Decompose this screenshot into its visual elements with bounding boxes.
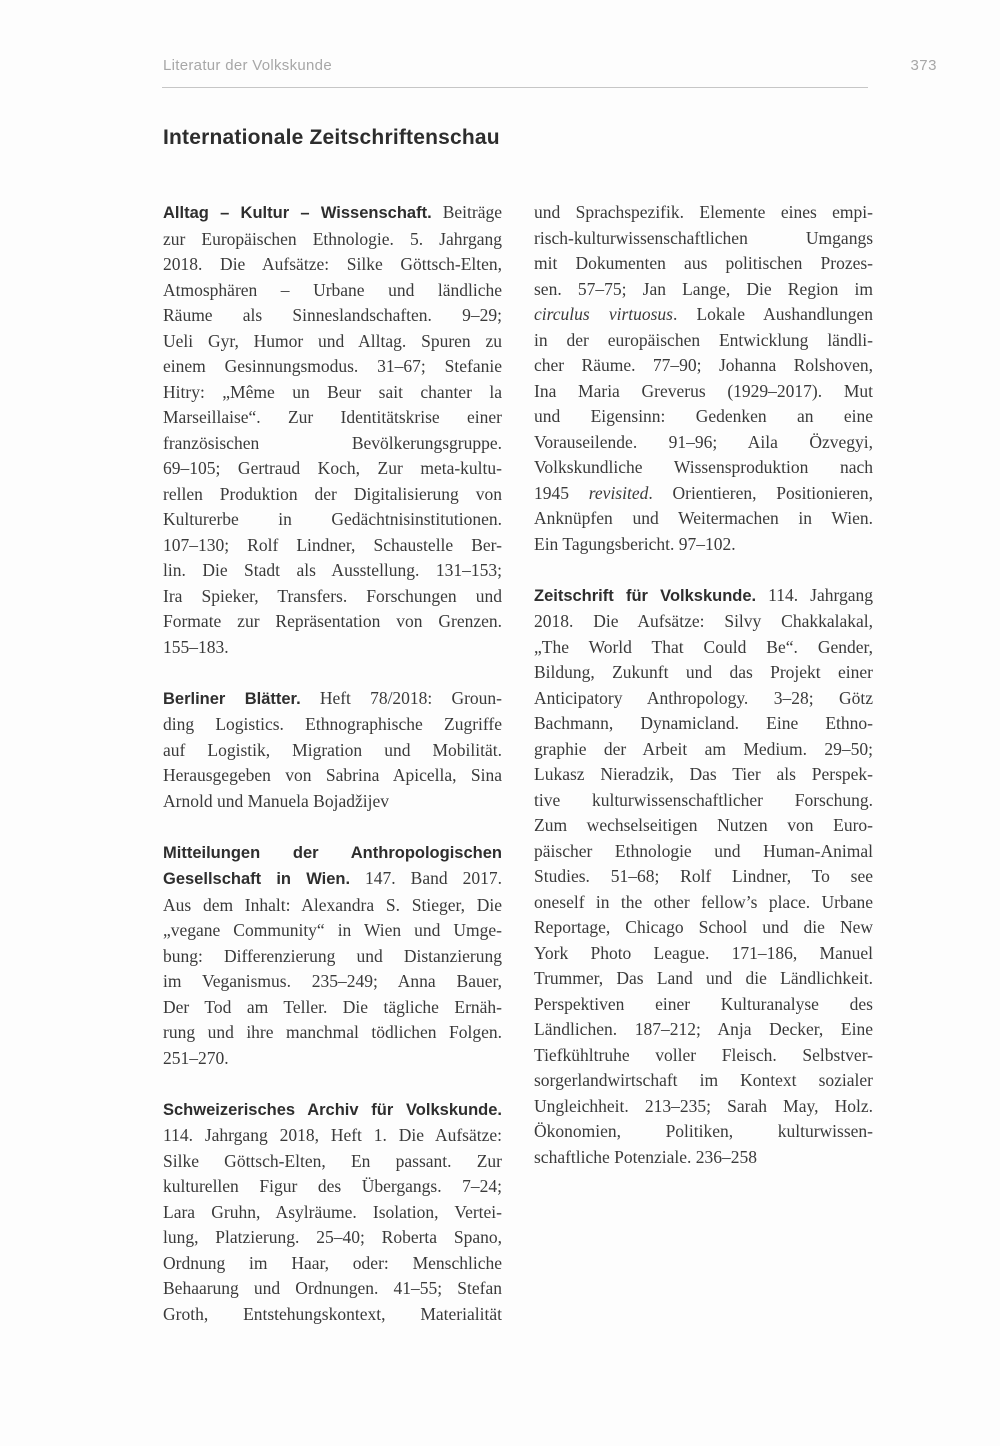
text-line — [163, 866, 502, 893]
text-segment: circulus virtuosus — [534, 304, 673, 324]
text-segment: Herausgegeben von Sabrina Apicella, Sina — [163, 765, 502, 785]
text-line — [163, 995, 502, 1021]
text-segment: „vegane Community“ in Wien und Umge- — [163, 920, 502, 940]
text-segment: Vorauseilende. 91–96; Aila Özvegyi, — [534, 431, 873, 452]
text-segment: lin. Die Stadt als Ausstellung. 131–153; — [163, 560, 502, 580]
text-segment: 2018. Die Aufsätze: Silke Göttsch-Elten, — [163, 254, 502, 274]
text-segment: 155–183. — [163, 636, 229, 657]
text-segment: Ordnung im Haar, oder: Menschliche — [163, 1252, 502, 1273]
journal-entry-paragraph — [163, 200, 502, 660]
text-line — [163, 1097, 502, 1124]
text-line — [534, 455, 873, 481]
text-line — [163, 533, 502, 559]
text-line — [534, 788, 873, 814]
text-segment: Volkskundliche Wissensproduktion nach — [534, 457, 873, 477]
text-line — [163, 1225, 502, 1251]
text-segment: sen. 57–75; Jan Lange, Die Region im — [534, 278, 873, 299]
text-segment: schaftliche Potenziale. 236–258 — [534, 1146, 758, 1167]
text-segment: mit Dokumenten aus politischen Prozes- — [534, 253, 873, 273]
text-line — [163, 227, 502, 253]
text-line — [163, 1276, 502, 1302]
text-segment: oneself in the other fellow’s place. Urbane — [534, 891, 873, 912]
text-segment: Bildung, Zukunft und das Projekt einer — [534, 662, 873, 682]
column-left — [163, 200, 502, 1327]
text-segment: revisited — [588, 482, 649, 503]
text-line — [163, 303, 502, 329]
text-line — [534, 992, 873, 1018]
text-segment: cher Räume. 77–90; Johanna Rolshoven, — [534, 355, 873, 375]
text-line — [534, 532, 873, 558]
text-segment: im Veganismus. 235–249; Anna Bauer, — [163, 971, 502, 991]
text-segment: 1945 — [534, 482, 589, 503]
text-line — [534, 302, 873, 328]
journal-title-segment: Gesellschaft in Wien. — [163, 870, 351, 888]
text-line — [163, 354, 502, 380]
text-line — [534, 251, 873, 277]
header-divider — [162, 87, 868, 88]
journal-entry-paragraph — [163, 1097, 502, 1328]
text-segment: Atmosphären – Urbane und ländliche — [163, 279, 502, 300]
text-segment: und Sprachspezifik. Elemente eines empi- — [534, 202, 873, 222]
text-segment: Groth, Entstehungskontext, Materialität — [163, 1303, 502, 1324]
text-line — [163, 893, 502, 919]
text-segment: bung: Differenzierung und Distanzierung — [163, 945, 502, 966]
text-segment: 2018. Die Aufsätze: Silvy Chakkalakal, — [534, 611, 873, 631]
text-line — [534, 481, 873, 507]
text-line — [534, 915, 873, 941]
text-segment: ding Logistics. Ethnographische Zugriffe — [163, 714, 502, 734]
text-line — [163, 686, 502, 713]
text-segment: Tiefkühltruhe voller Fleisch. Selbstver- — [534, 1044, 873, 1065]
text-line — [534, 762, 873, 788]
text-line — [534, 404, 873, 430]
text-segment: 251–270. — [163, 1047, 229, 1068]
text-segment: Kulturerbe in Gedächtnisinstitutionen. — [163, 509, 502, 529]
text-segment: Heft 78/2018: Groun- — [300, 687, 502, 708]
text-line — [163, 558, 502, 584]
text-line — [163, 1123, 502, 1149]
text-segment: Zum wechselseitigen Nutzen von Euro- — [534, 815, 873, 835]
text-segment: französischen Bevölkerungsgruppe. — [163, 432, 502, 453]
text-line — [163, 944, 502, 970]
text-line — [163, 609, 502, 635]
journal-entry-paragraph — [534, 200, 873, 557]
text-line — [534, 1068, 873, 1094]
text-segment: in der europäischen Entwicklung ländli- — [534, 329, 873, 350]
text-segment: Hitry: „Même un Beur sait chanter la — [163, 381, 502, 402]
text-segment: Bachmann, Dynamicland. Eine Ethno- — [534, 713, 873, 733]
journal-entry-paragraph — [163, 686, 502, 815]
text-segment: Formate zur Repräsentation von Grenzen. — [163, 611, 502, 631]
text-line — [534, 1094, 873, 1120]
text-line — [163, 584, 502, 610]
text-line — [534, 277, 873, 303]
text-line — [163, 1174, 502, 1200]
text-segment: Anknüpfen und Weitermachen in Wien. — [534, 508, 873, 528]
text-segment: Studies. 51–68; Rolf Lindner, To see — [534, 866, 873, 886]
text-line — [163, 507, 502, 533]
journal-title-segment: Berliner Blätter. — [163, 689, 301, 708]
text-line — [163, 456, 502, 482]
text-segment: 69–105; Gertraud Koch, Zur meta-kultu- — [163, 458, 502, 478]
text-line — [163, 431, 502, 457]
text-line — [534, 839, 873, 865]
text-segment: und Eigensinn: Gedenken an eine — [534, 406, 873, 426]
text-line — [163, 1046, 502, 1072]
text-line — [163, 738, 502, 764]
text-segment: rellen Produktion der Digitalisierung von — [163, 483, 502, 504]
text-segment: Lara Gruhn, Asylräume. Isolation, Vertei- — [163, 1201, 502, 1222]
text-line — [163, 252, 502, 278]
text-line — [163, 1020, 502, 1046]
text-line — [534, 1145, 873, 1171]
text-segment: päischer Ethnologie und Human-Animal — [534, 840, 873, 861]
journal-entry-paragraph — [534, 583, 873, 1171]
journal-title-segment: Zeitschrift für Volkskunde. — [534, 586, 757, 605]
text-line — [534, 1043, 873, 1069]
text-line — [163, 380, 502, 406]
text-line — [534, 941, 873, 967]
text-line — [163, 482, 502, 508]
text-line — [163, 789, 502, 815]
text-segment: zur Europäischen Ethnologie. 5. Jahrgang — [163, 228, 502, 249]
text-segment: Ina Maria Greverus (1929–2017). Mut — [534, 380, 873, 401]
text-line — [534, 226, 873, 252]
text-segment: York Photo League. 171–186, Manuel — [534, 942, 873, 963]
journal-entry-paragraph — [163, 840, 502, 1072]
page-title: Internationale Zeitschriftenschau — [163, 126, 500, 149]
text-segment: Ländlichen. 187–212; Anja Decker, Eine — [534, 1019, 873, 1039]
text-segment: . Lokale Aushandlungen — [673, 304, 874, 324]
text-line — [534, 609, 873, 635]
text-segment: 147. Band 2017. — [350, 868, 502, 888]
column-right — [534, 200, 873, 1327]
text-columns — [163, 200, 873, 1327]
text-line — [163, 840, 502, 867]
text-line — [534, 328, 873, 354]
text-segment: Marseillaise“. Zur Identitätskrise einer — [163, 407, 502, 427]
text-segment: Trummer, Das Land und die Ländlichkeit. — [534, 968, 873, 988]
text-line — [534, 635, 873, 661]
text-line — [534, 353, 873, 379]
text-line — [534, 583, 873, 610]
text-segment: Aus dem Inhalt: Alexandra S. Stieger, Die — [163, 894, 502, 915]
text-segment: lung, Platzierung. 25–40; Roberta Spano, — [163, 1227, 502, 1247]
text-line — [163, 405, 502, 431]
text-line — [534, 864, 873, 890]
journal-title-segment: Mitteilungen der Anthropologischen — [163, 843, 502, 862]
text-line — [534, 430, 873, 456]
text-line — [163, 635, 502, 661]
text-segment: Arnold und Manuela Bojadžijev — [163, 790, 389, 811]
text-segment: Ökonomien, Politiken, kulturwissen- — [534, 1121, 873, 1141]
text-segment: 107–130; Rolf Lindner, Schaustelle Ber- — [163, 534, 502, 555]
text-segment: Beiträge — [431, 202, 502, 222]
text-line — [534, 711, 873, 737]
text-segment: Ein Tagungsbericht. 97–102. — [534, 533, 736, 554]
text-line — [163, 763, 502, 789]
text-line — [163, 1200, 502, 1226]
text-line — [163, 1251, 502, 1277]
text-line — [534, 813, 873, 839]
text-segment: graphie der Arbeit am Medium. 29–50; — [534, 738, 873, 759]
text-segment: Ungleichheit. 213–235; Sarah May, Holz. — [534, 1095, 873, 1116]
page-number: 373 — [910, 57, 937, 74]
text-line — [534, 660, 873, 686]
text-line — [163, 200, 502, 227]
journal-title-segment: Schweizerisches Archiv für Volkskunde. — [163, 1100, 502, 1119]
running-header: Literatur der Volkskunde — [163, 57, 332, 74]
text-segment: Lukasz Nieradzik, Das Tier als Perspek- — [534, 764, 873, 784]
text-line — [163, 918, 502, 944]
text-segment: Ueli Gyr, Humor und Alltag. Spuren zu — [163, 330, 502, 351]
text-segment: Ira Spieker, Transfers. Forschungen und — [163, 585, 502, 606]
text-line — [534, 966, 873, 992]
text-segment: . Orientieren, Positionieren, — [648, 482, 873, 503]
text-line — [534, 379, 873, 405]
text-line — [534, 686, 873, 712]
journal-title-segment: Alltag – Kultur – Wissenschaft. — [163, 204, 432, 222]
text-segment: rung und ihre manchmal tödlichen Folgen. — [163, 1022, 502, 1042]
text-segment: Silke Göttsch-Elten, En passant. Zur — [163, 1150, 502, 1171]
text-line — [534, 1119, 873, 1145]
text-line — [163, 329, 502, 355]
text-segment: risch-kulturwissenschaftlichen Umgangs — [534, 227, 873, 248]
text-segment: 114. Jahrgang — [756, 584, 873, 605]
text-line — [163, 712, 502, 738]
text-segment: Räume als Sinneslandschaften. 9–29; — [163, 305, 502, 325]
text-line — [534, 200, 873, 226]
text-segment: Der Tod am Teller. Die tägliche Ernäh- — [163, 996, 502, 1017]
text-line — [534, 890, 873, 916]
text-segment: tive kulturwissenschaftlicher Forschung. — [534, 789, 873, 810]
text-line — [534, 1017, 873, 1043]
text-line — [163, 278, 502, 304]
text-segment: sorgerlandwirtschaft im Kontext sozialer — [534, 1070, 873, 1090]
text-segment: auf Logistik, Migration und Mobilität. — [163, 739, 502, 760]
text-segment: Anticipatory Anthropology. 3–28; Götz — [534, 687, 873, 708]
text-segment: kulturellen Figur des Übergangs. 7–24; — [163, 1176, 502, 1196]
text-segment: Perspektiven einer Kulturanalyse des — [534, 993, 873, 1014]
text-line — [163, 1302, 502, 1328]
text-line — [534, 506, 873, 532]
text-segment: einem Gesinnungsmodus. 31–67; Stefanie — [163, 356, 502, 376]
text-segment: „The World That Could Be“. Gender, — [534, 636, 873, 657]
text-segment: Behaarung und Ordnungen. 41–55; Stefan — [163, 1278, 502, 1298]
text-line — [534, 737, 873, 763]
text-segment: Reportage, Chicago School und die New — [534, 917, 873, 937]
text-line — [163, 1149, 502, 1175]
text-line — [163, 969, 502, 995]
text-segment: 114. Jahrgang 2018, Heft 1. Die Aufsätze: — [163, 1125, 502, 1145]
